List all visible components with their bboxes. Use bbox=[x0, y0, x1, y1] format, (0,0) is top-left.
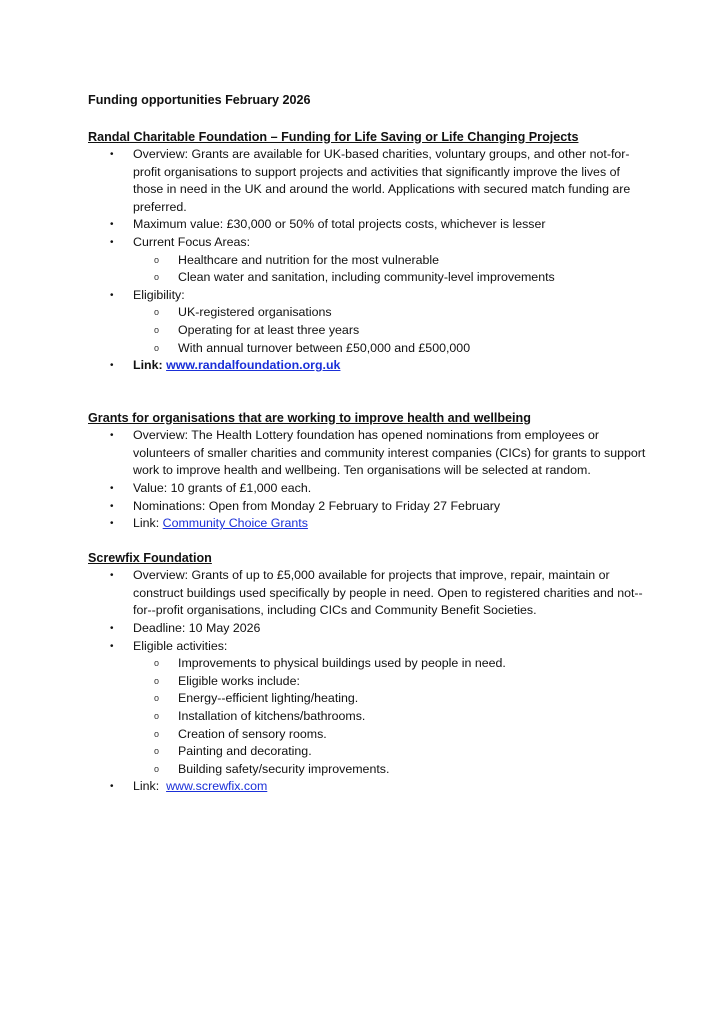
circle-bullet-icon: o bbox=[154, 728, 160, 739]
bullet-icon: • bbox=[110, 570, 114, 582]
sub-item-text: Eligible works include: bbox=[178, 673, 300, 688]
sub-item-text: Clean water and sanitation, including community-level improvements bbox=[178, 270, 555, 285]
sub-list-item bbox=[88, 655, 648, 673]
circle-bullet-icon: o bbox=[154, 324, 160, 335]
spacer bbox=[88, 533, 648, 550]
sub-list-item bbox=[88, 690, 648, 708]
sub-list-item bbox=[88, 340, 648, 358]
sub-item-text: Building safety/security improvements. bbox=[178, 761, 390, 776]
sub-list bbox=[133, 655, 648, 778]
list-item-overview bbox=[88, 146, 648, 216]
randal-foundation-link[interactable]: www.randalfoundation.org.uk bbox=[166, 358, 341, 373]
bullet-icon: • bbox=[110, 360, 114, 372]
sub-item-text: Painting and decorating. bbox=[178, 744, 312, 759]
circle-bullet-icon: o bbox=[154, 746, 160, 757]
bullet-icon: • bbox=[110, 236, 114, 248]
value-text: Value: 10 grants of £1,000 each. bbox=[133, 481, 312, 495]
circle-bullet-icon: o bbox=[154, 342, 160, 353]
section-randal-foundation bbox=[88, 129, 648, 375]
bullet-icon: • bbox=[110, 518, 114, 530]
section-heading: Screwfix Foundation bbox=[88, 550, 212, 565]
list-item-overview bbox=[88, 427, 648, 480]
section-heading: Grants for organisations that are working to improve health and wellbeing bbox=[88, 410, 531, 425]
link-label: Link: bbox=[133, 779, 160, 794]
sub-list-item bbox=[88, 726, 648, 744]
sub-list-item bbox=[88, 322, 648, 340]
sub-list-item bbox=[88, 743, 648, 761]
spacer bbox=[88, 375, 648, 410]
sub-list-item bbox=[88, 304, 648, 322]
list-item-max-value bbox=[88, 216, 648, 234]
nominations-text: Nominations: Open from Monday 2 February to Friday 27 February bbox=[133, 498, 501, 513]
bullet-icon: • bbox=[110, 149, 114, 160]
community-choice-grants-link[interactable]: Community Choice Grants bbox=[162, 516, 308, 531]
circle-bullet-icon: o bbox=[154, 307, 160, 318]
list-item-value bbox=[88, 480, 648, 498]
bullet-icon: • bbox=[110, 219, 114, 231]
link-label: Link: bbox=[133, 358, 163, 373]
sub-item-text: Energy--efficient lighting/heating. bbox=[178, 691, 359, 706]
list-item-eligible-activities bbox=[88, 638, 648, 779]
section-health-wellbeing bbox=[88, 410, 648, 533]
list-item-link bbox=[88, 515, 648, 533]
deadline-text: Deadline: 10 May 2026 bbox=[133, 621, 261, 636]
sub-item-text: Operating for at least three years bbox=[178, 322, 360, 337]
list-item-link bbox=[88, 778, 648, 796]
circle-bullet-icon: o bbox=[154, 658, 160, 669]
list-item-link bbox=[88, 357, 648, 375]
list-item-nominations bbox=[88, 498, 648, 516]
sub-list-item bbox=[88, 708, 648, 726]
list-item-deadline bbox=[88, 620, 648, 638]
sub-list-item bbox=[88, 673, 648, 691]
sub-item-text: Installation of kitchens/bathrooms. bbox=[178, 709, 366, 724]
max-value-text: Maximum value: £30,000 or 50% of total projects costs, whichever is lesser bbox=[133, 217, 546, 232]
bullet-list bbox=[88, 567, 648, 796]
focus-areas-label: Current Focus Areas: bbox=[133, 234, 251, 249]
sub-item-text: Creation of sensory rooms. bbox=[178, 726, 327, 741]
eligibility-label: Eligibility: bbox=[133, 287, 185, 302]
overview-text: Overview: The Health Lottery foundation has opened nominations from employees or volunteers of smaller charities and community interest companies (CICs) for grants to support work to improve health and wellbeing. Ten organisations will be selected at random. bbox=[133, 428, 646, 478]
sub-item-text: Improvements to physical buildings used by people in need. bbox=[178, 656, 506, 671]
circle-bullet-icon: o bbox=[154, 763, 160, 774]
sub-list bbox=[133, 304, 648, 357]
link-label: Link: bbox=[133, 516, 160, 531]
bullet-icon: • bbox=[110, 289, 114, 301]
screwfix-link[interactable]: www.screwfix.com bbox=[166, 779, 268, 794]
overview-text: Overview: Grants of up to £5,000 available for projects that improve, repair, maintain or construct buildings used specifically by people in need. Open to registered charities and not--for--profit organisations, including CICs and Community Benefit Societies. bbox=[133, 568, 643, 618]
sub-item-text: UK-registered organisations bbox=[178, 305, 332, 320]
bullet-icon: • bbox=[110, 781, 114, 793]
section-heading: Randal Charitable Foundation – Funding for Life Saving or Life Changing Projects bbox=[88, 129, 579, 144]
circle-bullet-icon: o bbox=[154, 711, 160, 722]
bullet-icon: • bbox=[110, 623, 114, 635]
overview-text: Overview: Grants are available for UK-based charities, voluntary groups, and other not-for-profit organisations to support projects and activities that significantly improve the lives of those in need in the UK and around the world. Applications with secured match funding are preferred. bbox=[133, 147, 631, 214]
sub-item-text: Healthcare and nutrition for the most vulnerable bbox=[178, 252, 440, 267]
bullet-icon: • bbox=[110, 430, 114, 442]
sub-list-item bbox=[88, 252, 648, 270]
bullet-list bbox=[88, 427, 648, 533]
bullet-icon: • bbox=[110, 640, 114, 652]
document-title: Funding opportunities February 2026 bbox=[88, 93, 311, 107]
eligible-activities-label: Eligible activities: bbox=[133, 638, 228, 653]
bullet-icon: • bbox=[110, 500, 114, 512]
circle-bullet-icon: o bbox=[154, 254, 160, 265]
list-item-overview bbox=[88, 567, 648, 620]
circle-bullet-icon: o bbox=[154, 693, 160, 704]
sub-list bbox=[133, 252, 648, 287]
sub-item-text: With annual turnover between £50,000 and £500,000 bbox=[178, 340, 471, 355]
list-item-focus-areas bbox=[88, 234, 648, 287]
circle-bullet-icon: o bbox=[154, 675, 160, 686]
document-page bbox=[88, 92, 648, 796]
sub-list-item bbox=[88, 761, 648, 779]
bullet-icon: • bbox=[110, 483, 114, 494]
sub-list-item bbox=[88, 269, 648, 287]
section-screwfix-foundation bbox=[88, 550, 648, 796]
bullet-list bbox=[88, 146, 648, 375]
circle-bullet-icon: o bbox=[154, 272, 160, 283]
list-item-eligibility bbox=[88, 287, 648, 357]
